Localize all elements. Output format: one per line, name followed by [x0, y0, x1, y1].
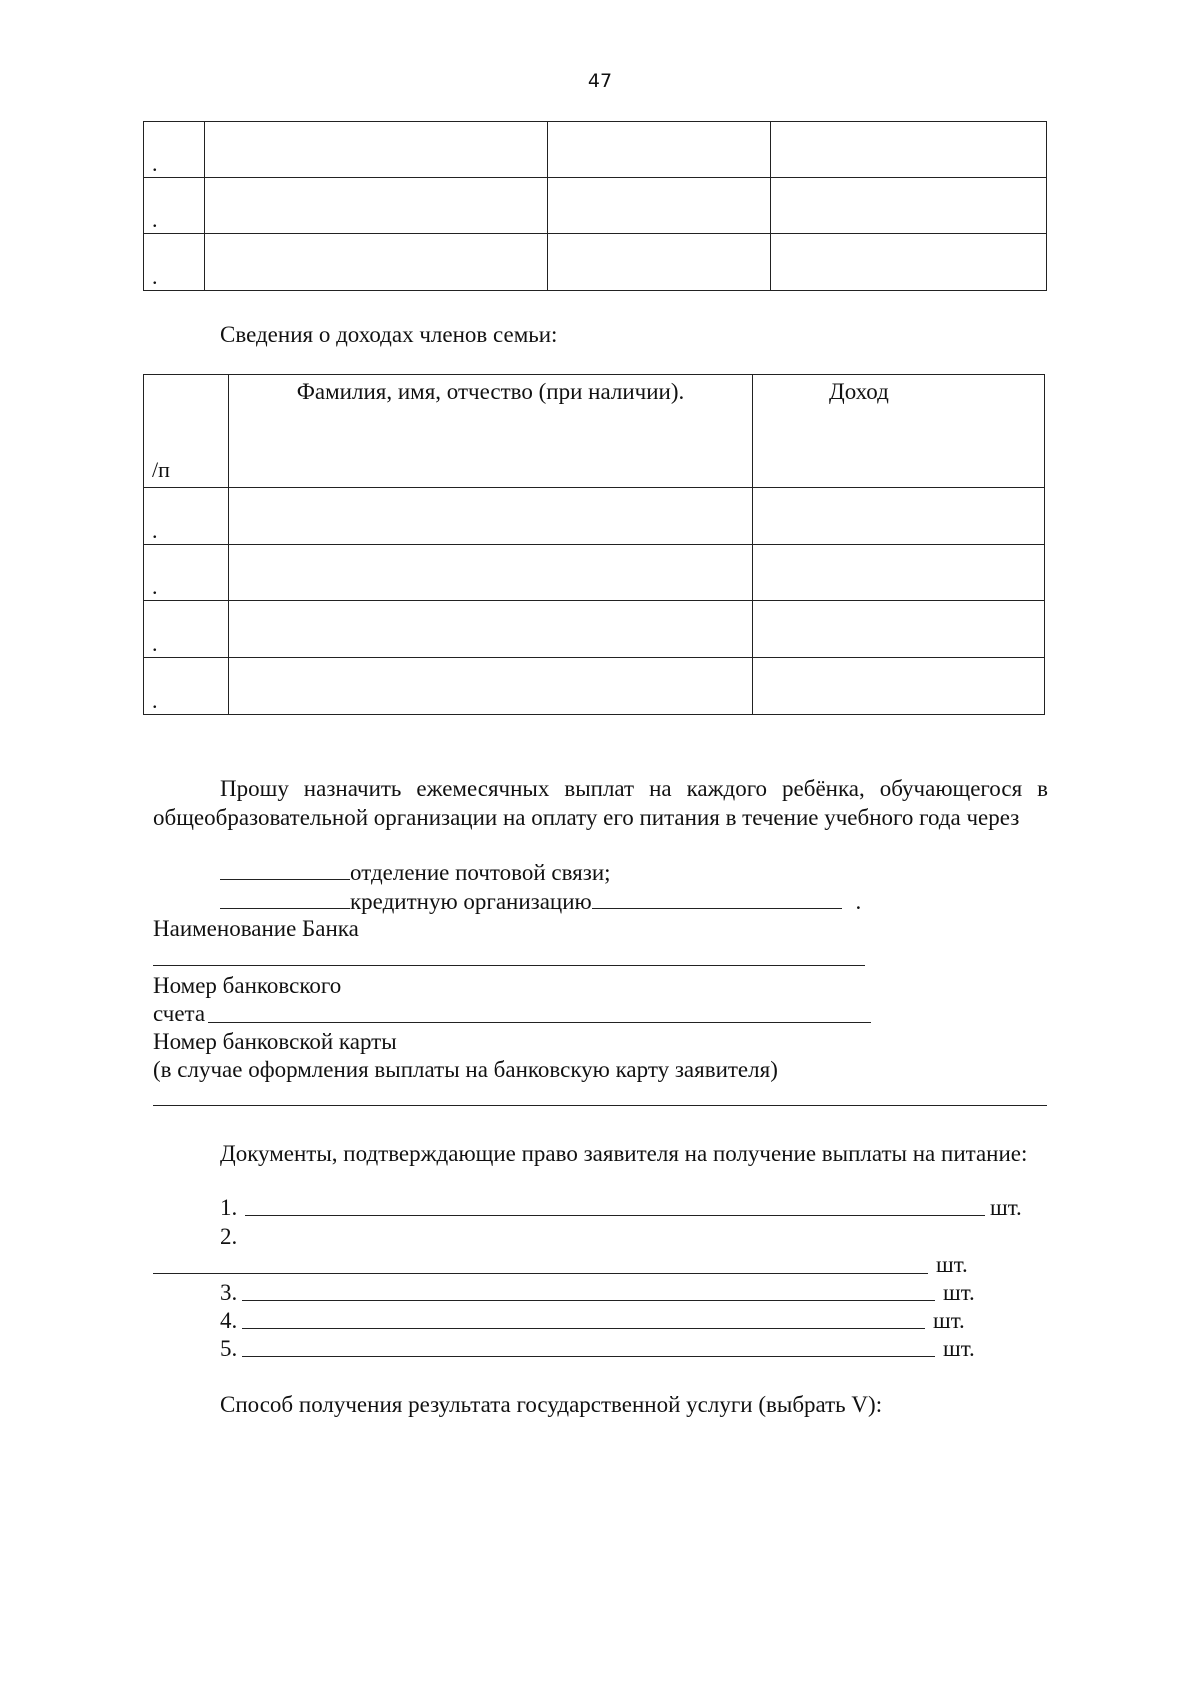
- request-paragraph: Прошу назначить ежемесячных выплат на каждого ребёнка, обучающегося в общеобразовательной организации на оплату его питания в течение учебного года через: [153, 776, 1048, 830]
- document-item-number: 5.: [220, 1336, 238, 1361]
- document-item-field[interactable]: [245, 1215, 985, 1216]
- document-item-unit: шт.: [943, 1336, 975, 1361]
- card-number-field[interactable]: [153, 1105, 1047, 1106]
- table-header-row: [144, 375, 1045, 488]
- table-row: [144, 545, 1045, 601]
- row-number: .: [144, 658, 229, 715]
- row-number: .: [144, 234, 205, 291]
- column-header-income: Доход: [753, 375, 1045, 488]
- row-number: .: [144, 178, 205, 234]
- table-cell[interactable]: [205, 234, 548, 291]
- table-row: [144, 488, 1045, 545]
- account-label-2: счета: [153, 1001, 206, 1026]
- option-bank-mark-line[interactable]: [220, 907, 350, 909]
- result-method-label: Способ получения результата государственной услуги (выбрать V):: [220, 1392, 883, 1417]
- column-header-name: Фамилия, имя, отчество (при наличии).: [229, 375, 753, 488]
- income-cell[interactable]: [753, 658, 1045, 715]
- bank-name-label: Наименование Банка: [153, 916, 359, 941]
- income-cell[interactable]: [753, 545, 1045, 601]
- document-item-number: 3.: [220, 1280, 238, 1305]
- row-number: .: [144, 545, 229, 601]
- bank-name-field[interactable]: [153, 965, 865, 966]
- document-item-field[interactable]: [242, 1356, 935, 1357]
- option-bank: [220, 887, 861, 916]
- option-post-office: [220, 858, 611, 887]
- name-cell[interactable]: [229, 545, 753, 601]
- row-number: .: [144, 122, 205, 178]
- table-cell[interactable]: [771, 234, 1047, 291]
- document-item-number: 2.: [220, 1224, 238, 1249]
- continuation-table: [143, 121, 1047, 291]
- option-bank-end: .: [855, 889, 862, 914]
- option-bank-label: кредитную организацию: [350, 889, 592, 914]
- document-item-field[interactable]: [242, 1300, 935, 1301]
- document-item-number: 1.: [220, 1195, 238, 1220]
- row-number: .: [144, 488, 229, 545]
- table-cell[interactable]: [205, 122, 548, 178]
- option-post-mark-line[interactable]: [220, 878, 350, 880]
- table-cell[interactable]: [548, 234, 771, 291]
- card-label: Номер банковской карты: [153, 1029, 397, 1054]
- table-cell[interactable]: [205, 178, 548, 234]
- table-row: [144, 178, 1047, 234]
- table-cell[interactable]: [548, 122, 771, 178]
- table-row: [144, 658, 1045, 715]
- income-cell[interactable]: [753, 488, 1045, 545]
- table-row: [144, 234, 1047, 291]
- table-cell[interactable]: [771, 122, 1047, 178]
- document-item-unit: шт.: [936, 1252, 968, 1277]
- document-item-number: 4.: [220, 1308, 238, 1333]
- option-post-label: отделение почтовой связи;: [350, 860, 611, 885]
- table-cell[interactable]: [548, 178, 771, 234]
- document-item-field[interactable]: [153, 1273, 928, 1274]
- account-label-1: Номер банковского: [153, 973, 342, 998]
- income-cell[interactable]: [753, 601, 1045, 658]
- card-note: (в случае оформления выплаты на банковскую карту заявителя): [153, 1057, 778, 1082]
- name-cell[interactable]: [229, 658, 753, 715]
- table-row: [144, 122, 1047, 178]
- documents-paragraph: Документы, подтверждающие право заявителя на получение выплаты на питание:: [220, 1141, 1028, 1166]
- row-number: .: [144, 601, 229, 658]
- document-item-unit: шт.: [990, 1195, 1022, 1220]
- income-heading: Сведения о доходах членов семьи:: [220, 322, 558, 347]
- table-cell[interactable]: [771, 178, 1047, 234]
- page-number: 47: [587, 70, 613, 92]
- name-cell[interactable]: [229, 601, 753, 658]
- document-item-unit: шт.: [943, 1280, 975, 1305]
- income-table: [143, 374, 1045, 715]
- table-row: [144, 601, 1045, 658]
- bank-option-line[interactable]: [592, 907, 842, 909]
- name-cell[interactable]: [229, 488, 753, 545]
- document-item-field[interactable]: [242, 1328, 925, 1329]
- document-item-unit: шт.: [933, 1308, 965, 1333]
- column-header-number: /п: [144, 375, 229, 488]
- account-number-field[interactable]: [208, 1022, 871, 1023]
